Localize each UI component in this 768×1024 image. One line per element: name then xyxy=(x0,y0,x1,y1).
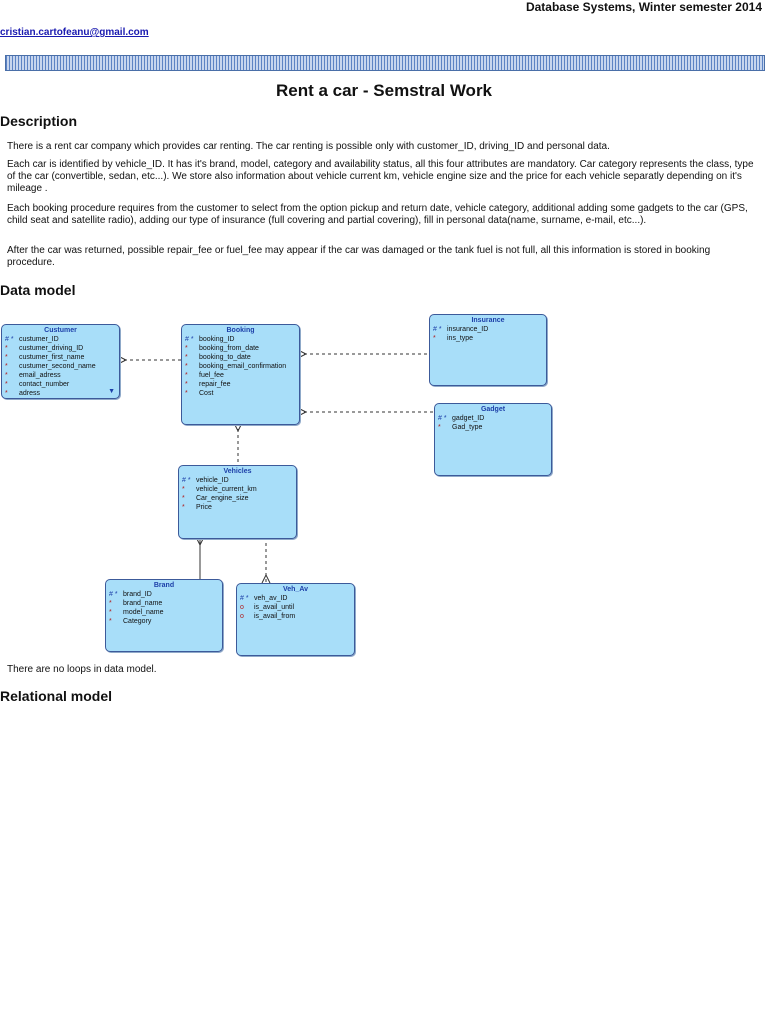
entity-title: Insurance xyxy=(471,317,505,324)
entity-attribute: * brand_name xyxy=(109,600,163,607)
entity-attribute: * Car_engine_size xyxy=(182,495,249,502)
entity-booking xyxy=(181,324,300,425)
entity-title: Custumer xyxy=(44,327,77,334)
entity-title: Booking xyxy=(226,327,255,334)
entity-attribute: * contact_number xyxy=(5,381,70,388)
entity-attribute: * booking_to_date xyxy=(185,354,251,361)
entity-attribute: # * custumer_ID xyxy=(5,336,59,343)
entity-attribute: # * insurance_ID xyxy=(433,326,489,333)
document-title: Rent a car - Semstral Work xyxy=(275,81,493,100)
entity-attribute: * adress xyxy=(5,390,41,397)
entity-attribute: * email_adress xyxy=(5,372,61,379)
scroll-down-arrow-icon: ▼ xyxy=(108,388,115,395)
entity-title: Brand xyxy=(153,582,175,589)
entity-attribute: # * vehicle_ID xyxy=(182,477,229,484)
section-heading-description: Description xyxy=(0,113,78,129)
entity-attribute: * model_name xyxy=(109,609,164,616)
entity-attribute: o is_avail_from xyxy=(240,613,296,620)
course-title: Database Systems, Winter semester 2014 xyxy=(525,0,762,14)
entity-attribute: # * booking_ID xyxy=(185,336,235,343)
paragraph-2: Each car is identified by vehicle_ID. It has it's brand, model, category and availability status, all this four attributes are mandatory. Car category represents the class, type of the car (convertible, sedan, etc...). We store also information about vehicle current km, vehicle engine size and the price for each vehicle separatly depending on it's mileage . xyxy=(7,159,754,194)
entity-attribute: * booking_from_date xyxy=(185,345,259,352)
entity-attribute: * ins_type xyxy=(433,335,474,342)
entity-veh-av xyxy=(236,583,355,656)
entity-insurance xyxy=(429,314,547,386)
section-heading-relational-model: Relational model xyxy=(0,688,113,704)
entity-attribute: * Category xyxy=(109,618,152,625)
entity-attribute: * booking_email_confirmation xyxy=(185,363,287,370)
entity-attribute: * Gad_type xyxy=(438,424,483,431)
entity-vehicles xyxy=(178,465,297,539)
paragraph-3: Each booking procedure requires from the customer to select from the option pickup and return date, vehicle category, additional adding some gadgets to the car (GPS, child seat and satellite radio), adding our type of insurance (full covering and partial covering), fill in personal data(name, surname, e-mail, etc...). xyxy=(7,203,748,226)
entity-title: Veh_Av xyxy=(282,586,309,593)
author-email-link[interactable]: cristian.cartofeanu@gmail.com xyxy=(0,27,149,38)
entity-attribute: * repair_fee xyxy=(185,381,231,388)
entity-title: Gadget xyxy=(480,406,506,413)
entity-attribute: * custumer_first_name xyxy=(5,354,85,361)
entity-attribute: o is_avail_until xyxy=(240,604,295,611)
entity-attribute: * Price xyxy=(182,504,212,511)
entity-attribute: # * gadget_ID xyxy=(438,415,485,422)
paragraph-4: After the car was returned, possible repair_fee or fuel_fee may appear if the car was damaged or the tank fuel is not full, all this information is stored in booking procedure. xyxy=(7,245,711,268)
entity-attribute: # * brand_ID xyxy=(109,591,152,598)
entity-attribute: # * veh_av_ID xyxy=(240,595,288,602)
entity-attribute: * vehicle_current_km xyxy=(182,486,257,493)
no-loops-note: There are no loops in data model. xyxy=(7,664,157,675)
entity-attribute: * Cost xyxy=(185,390,214,397)
entity-gadget xyxy=(434,403,552,476)
entity-attribute: * custumer_driving_ID xyxy=(5,345,84,352)
entity-brand xyxy=(105,579,223,652)
section-heading-data-model: Data model xyxy=(0,282,76,298)
entity-customer xyxy=(1,324,120,399)
entity-attribute: * fuel_fee xyxy=(185,372,224,379)
paragraph-1: There is a rent car company which provides car renting. The car renting is possible only with customer_ID, driving_ID and personal data. xyxy=(7,141,610,152)
entity-attribute: * custumer_second_name xyxy=(5,363,96,370)
entity-title: Vehicles xyxy=(223,468,252,475)
